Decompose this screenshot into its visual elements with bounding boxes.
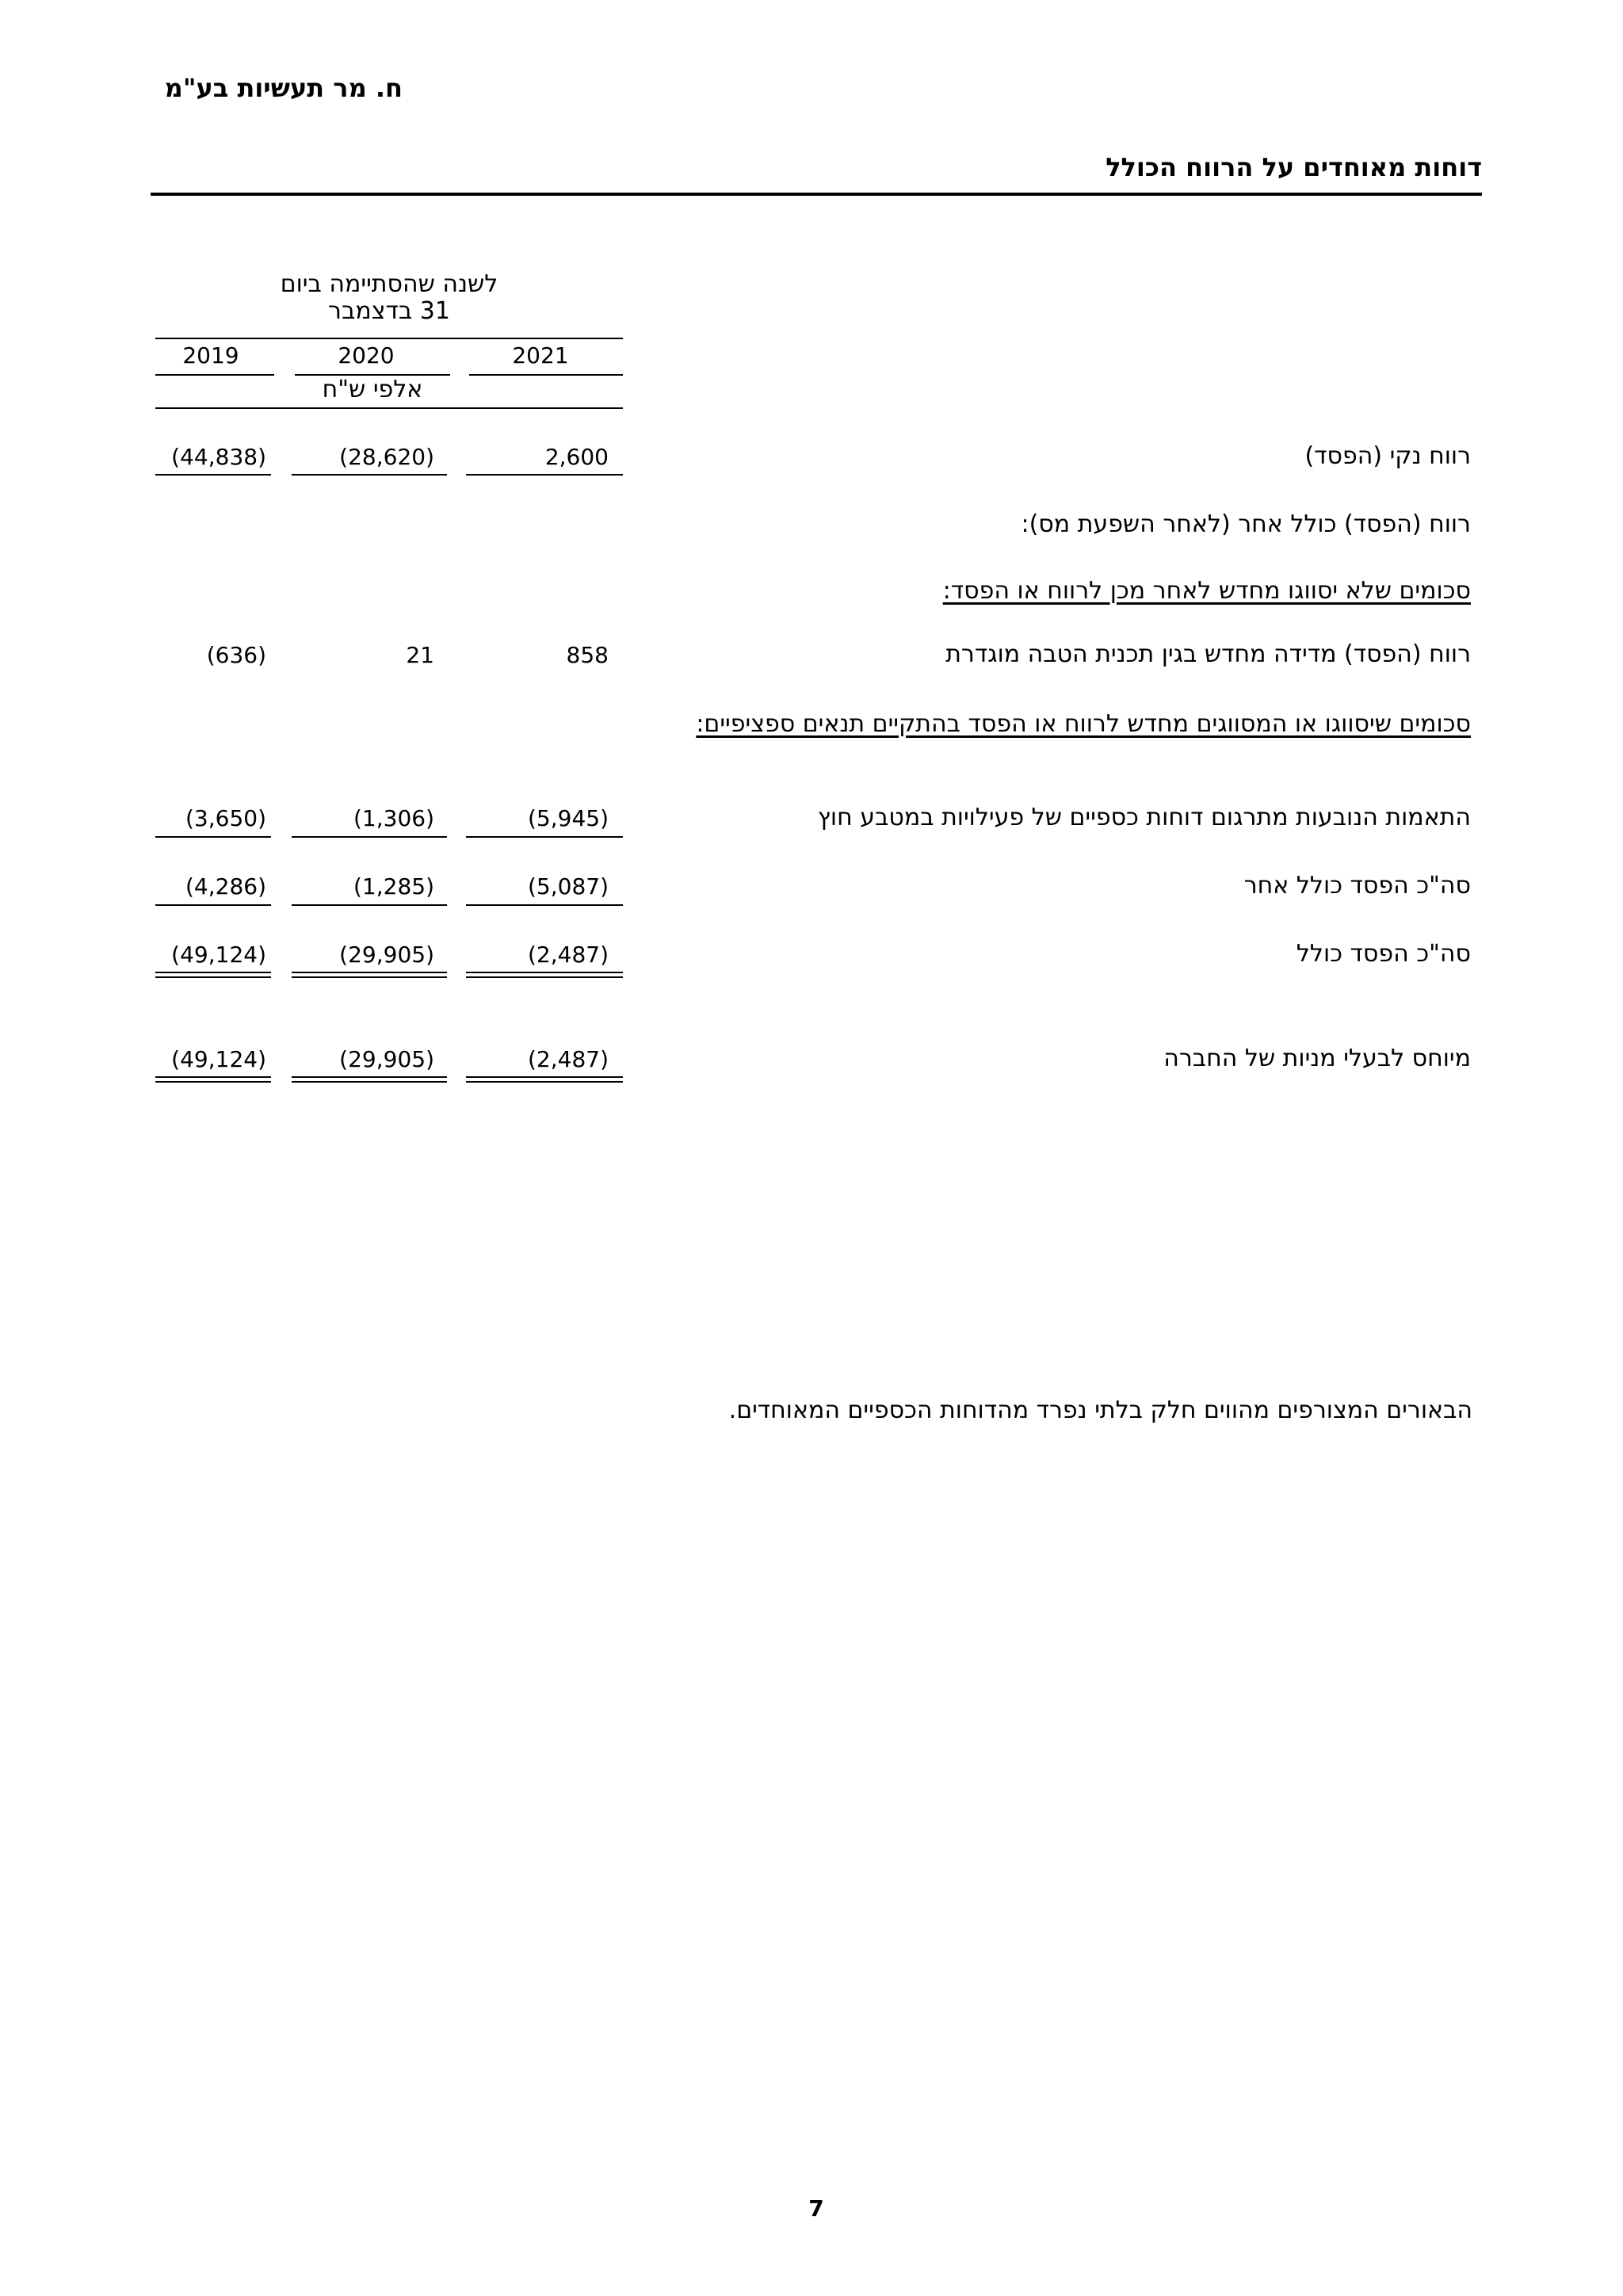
page-number: 7 <box>808 2195 824 2222</box>
unit-rule <box>155 407 623 409</box>
total-oci-2020: (1,285) <box>353 873 434 900</box>
year-2020-header: 2020 <box>338 342 395 369</box>
translation-2021-underline <box>466 836 623 838</box>
total-comprehensive-2019: (49,124) <box>171 942 266 968</box>
report-title: דוחות מאוחדים על הרווח הכולל <box>1106 152 1482 182</box>
remeasurement-label: רווח (הפסד) מדידה מחדש בגין תכנית הטבה מוגדרת <box>945 640 1471 668</box>
translation-2020: (1,306) <box>353 805 434 831</box>
total-comprehensive-2020: (29,905) <box>339 942 434 968</box>
net-profit-2020: (28,620) <box>339 444 434 470</box>
remeasurement-2019: (636) <box>206 642 266 668</box>
reclassified-heading: סכומים שיסווגו או המסווגים מחדש לרווח או הפסד בהתקיים תנאים ספציפיים: <box>696 710 1471 738</box>
oci-heading: רווח (הפסד) כולל אחר (לאחר השפעת מס): <box>1021 510 1471 538</box>
net-profit-2021-underline <box>466 474 623 476</box>
net-profit-2019: (44,838) <box>171 444 266 470</box>
attributable-2021-double-underline <box>466 1076 623 1083</box>
period-line-2: 31 בדצמבר <box>328 297 450 325</box>
attributable-2020-double-underline <box>292 1076 447 1083</box>
net-profit-2019-underline <box>155 474 271 476</box>
total-oci-2021-underline <box>466 904 623 906</box>
period-heading <box>155 271 623 325</box>
total-oci-2019: (4,286) <box>185 873 266 900</box>
currency-unit: אלפי ש"ח <box>322 376 423 403</box>
net-profit-2020-underline <box>292 474 447 476</box>
total-oci-label: סה"כ הפסד כולל אחר <box>1243 872 1471 900</box>
period-heading-rule <box>155 338 623 339</box>
total-comprehensive-2021: (2,487) <box>527 942 609 968</box>
year-2021-header: 2021 <box>512 342 569 369</box>
total-comprehensive-2021-double-underline <box>466 972 623 978</box>
total-comprehensive-label: סה"כ הפסד כולל <box>1296 940 1471 968</box>
total-comprehensive-2020-double-underline <box>292 972 447 978</box>
translation-label: התאמות הנובעות מתרגום דוחות כספיים של פעילויות במטבע חוץ <box>817 804 1471 831</box>
total-oci-2021: (5,087) <box>527 873 609 900</box>
period-line-1: לשנה שהסתיימה ביום <box>280 270 498 298</box>
translation-2021: (5,945) <box>527 805 609 831</box>
total-oci-2020-underline <box>292 904 447 906</box>
translation-2019: (3,650) <box>185 805 266 831</box>
attributable-2021: (2,487) <box>527 1046 609 1072</box>
attributable-2019-double-underline <box>155 1076 271 1083</box>
title-divider <box>151 193 1482 196</box>
not-reclassified-heading: סכומים שלא יסווגו מחדש לאחר מכן לרווח או הפסד: <box>942 577 1471 605</box>
net-profit-label: רווח נקי (הפסד) <box>1304 442 1471 470</box>
company-name: ח. מר תעשיות בע"מ <box>164 73 403 103</box>
attributable-2019: (49,124) <box>171 1046 266 1072</box>
translation-2020-underline <box>292 836 447 838</box>
remeasurement-2020: 21 <box>406 642 434 668</box>
attributable-label: מיוחס לבעלי מניות של החברה <box>1163 1045 1471 1072</box>
year-2021-rule <box>469 374 623 376</box>
remeasurement-2021: 858 <box>566 642 609 668</box>
translation-2019-underline <box>155 836 271 838</box>
net-profit-2021: 2,600 <box>544 444 609 470</box>
attributable-2020: (29,905) <box>339 1046 434 1072</box>
footnote: הבאורים המצורפים מהווים חלק בלתי נפרד מהדוחות הכספיים המאוחדים. <box>728 1396 1472 1424</box>
year-2019-header: 2019 <box>182 342 239 369</box>
total-comprehensive-2019-double-underline <box>155 972 271 978</box>
total-oci-2019-underline <box>155 904 271 906</box>
year-2019-rule <box>155 374 274 376</box>
